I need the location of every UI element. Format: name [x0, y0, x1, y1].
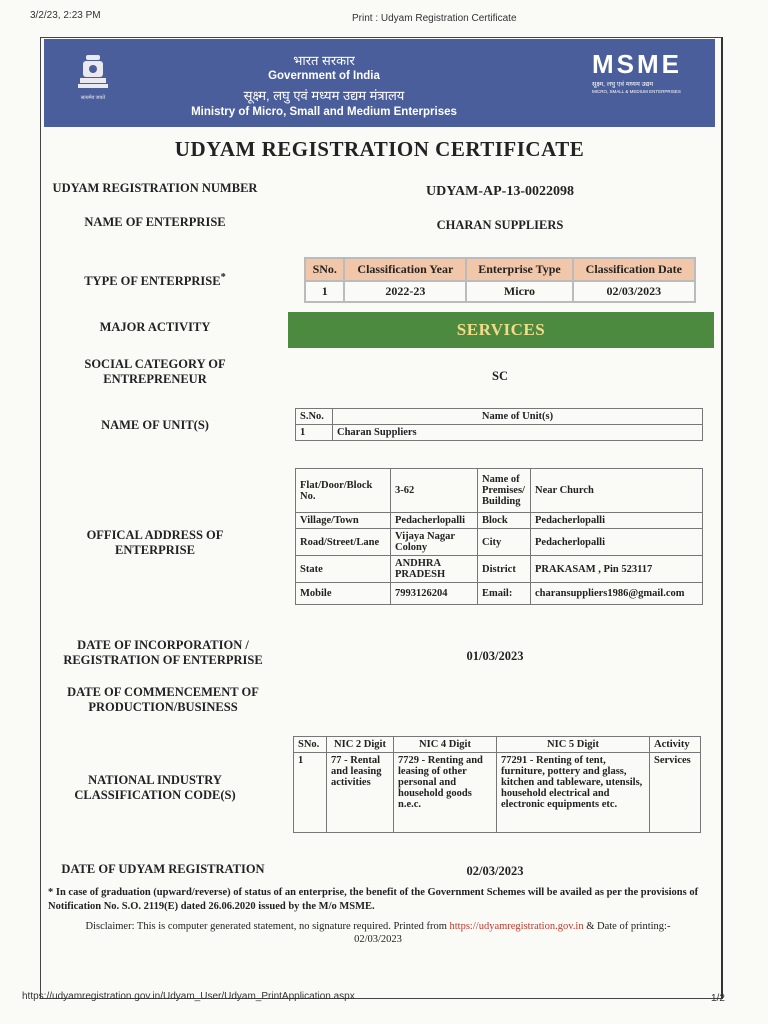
- graduation-footnote: * In case of graduation (upward/reverse) of status of an enterprise, the benefit of the Government Schemes will be availed as per the provisions of Notification No. S.O. 2119(E) dated 26.06.2020 issued by the M/o MSME.: [48, 887, 699, 912]
- disclaimer-text: Disclaimer: This is computer generated statement, no signature required. Printed from: [85, 921, 447, 932]
- addr-premises-label: Name of Premises/ Building: [478, 469, 531, 513]
- addr-email-label: Email:: [478, 583, 531, 605]
- government-banner: [44, 39, 715, 127]
- cls-sno: 1: [305, 281, 344, 302]
- incorporation-date: 01/03/2023: [466, 649, 524, 663]
- nic-table: [293, 736, 701, 833]
- address-label-line2: ENTERPRISE: [115, 543, 195, 557]
- commence-label-line2: PRODUCTION/BUSINESS: [88, 700, 238, 714]
- addr-road: Vijaya Nagar Colony: [391, 529, 478, 556]
- addr-block: Pedacherlopalli: [531, 513, 703, 529]
- addr-mobile-label: Mobile: [296, 583, 391, 605]
- emblem-caption: सत्यमेव जयते: [80, 96, 106, 101]
- addr-city-label: City: [478, 529, 531, 556]
- nic-2digit: 77 - Rental and leasing activities: [327, 753, 394, 833]
- banner-hindi-ministry: सूक्ष्म, लघु एवं मध्यम उद्यम मंत्रालय: [243, 88, 405, 103]
- disclaimer-suffix: & Date of printing:-: [586, 921, 671, 932]
- addr-mobile: 7993126204: [391, 583, 478, 605]
- nic-header-activity: Activity: [650, 737, 701, 753]
- units-header-sno: S.No.: [296, 409, 333, 425]
- msme-logo: [592, 51, 702, 101]
- cls-year: 2022-23: [344, 281, 466, 302]
- print-title: Print : Udyam Registration Certificate: [352, 13, 517, 24]
- commencement-label: [38, 685, 288, 715]
- units-sno: 1: [296, 425, 333, 441]
- addr-block-label: Block: [478, 513, 531, 529]
- reg-number-value: UDYAM-AP-13-0022098: [425, 184, 575, 199]
- major-activity-value: SERVICES: [288, 312, 714, 348]
- nic-header-4: NIC 4 Digit: [394, 737, 497, 753]
- enterprise-name-value: CHARAN SUPPLIERS: [436, 218, 564, 232]
- page-number: 1/2: [711, 993, 725, 1004]
- address-table: [295, 468, 703, 605]
- incorp-label-line2: REGISTRATION OF ENTERPRISE: [63, 653, 263, 667]
- type-label: [30, 270, 280, 289]
- table-row: [296, 425, 703, 441]
- cls-header-date: Classification Date: [573, 258, 695, 281]
- nic-label-line2: CLASSIFICATION CODE(S): [74, 788, 236, 802]
- addr-village-label: Village/Town: [296, 513, 391, 529]
- nic-header-sno: SNo.: [294, 737, 327, 753]
- disclaimer: [48, 920, 708, 946]
- addr-city: Pedacherlopalli: [531, 529, 703, 556]
- nic-4digit: 7729 - Renting and leasing of other personal and household goods n.e.c.: [394, 753, 497, 833]
- social-category-value: SC: [492, 369, 508, 383]
- banner-gov-india: Government of India: [268, 70, 380, 82]
- cls-header-sno: SNo.: [305, 258, 344, 281]
- units-name: Charan Suppliers: [333, 425, 703, 441]
- incorporation-label: [38, 638, 288, 668]
- cls-type: Micro: [466, 281, 572, 302]
- address-label: [30, 528, 280, 558]
- addr-state: ANDHRA PRADESH: [391, 556, 478, 583]
- reg-number-label: UDYAM REGISTRATION NUMBER: [52, 181, 258, 195]
- table-row: [294, 753, 701, 833]
- addr-state-label: State: [296, 556, 391, 583]
- addr-district: PRAKASAM , Pin 523117: [531, 556, 703, 583]
- addr-district-label: District: [478, 556, 531, 583]
- msme-logo-text: MSME: [592, 49, 682, 79]
- print-datetime: 3/2/23, 2:23 PM: [30, 10, 101, 21]
- nic-header-5: NIC 5 Digit: [497, 737, 650, 753]
- printing-date: 02/03/2023: [354, 934, 402, 945]
- incorp-label-line1: DATE OF INCORPORATION /: [77, 638, 249, 652]
- nic-label-line1: NATIONAL INDUSTRY: [88, 773, 222, 787]
- nic-5digit: 77291 - Renting of tent, furniture, pottery and glass, kitchen and tableware, utensils, household electrical and electronic equipments etc.: [497, 753, 650, 833]
- addr-village: Pedacherlopalli: [391, 513, 478, 529]
- print-url: https://udyamregistration.gov.in/Udyam_User/Udyam_PrintApplication.aspx: [22, 991, 355, 1002]
- commence-label-line1: DATE OF COMMENCEMENT OF: [67, 685, 259, 699]
- social-label-line2: ENTREPRENEUR: [103, 372, 207, 386]
- nic-activity: Services: [650, 753, 701, 833]
- msme-logo-english: MICRO, SMALL & MEDIUM ENTERPRISES: [592, 89, 681, 94]
- enterprise-name-label: NAME OF ENTERPRISE: [84, 215, 226, 229]
- nic-label: [30, 773, 280, 803]
- cls-date: 02/03/2023: [573, 281, 695, 302]
- units-table: [295, 408, 703, 441]
- addr-road-label: Road/Street/Lane: [296, 529, 391, 556]
- units-header-name: Name of Unit(s): [333, 409, 703, 425]
- table-row: [305, 281, 695, 302]
- nic-header-2: NIC 2 Digit: [327, 737, 394, 753]
- social-category-label: [30, 357, 280, 387]
- msme-logo-hindi: सूक्ष्म, लघु एवं मध्यम उद्यम: [592, 81, 654, 88]
- units-label: NAME OF UNIT(S): [101, 418, 209, 432]
- nic-sno: 1: [294, 753, 327, 833]
- cls-header-type: Enterprise Type: [466, 258, 572, 281]
- addr-email: charansuppliers1986@gmail.com: [531, 583, 703, 605]
- udyam-date-value: 02/03/2023: [466, 864, 524, 878]
- address-label-line1: OFFICAL ADDRESS OF: [86, 528, 224, 542]
- addr-flat: 3-62: [391, 469, 478, 513]
- addr-premises: Near Church: [531, 469, 703, 513]
- cls-header-year: Classification Year: [344, 258, 466, 281]
- udyam-portal-link[interactable]: https://udyamregistration.gov.in: [449, 921, 584, 932]
- classification-table: [304, 257, 696, 303]
- banner-ministry: Ministry of Micro, Small and Medium Enterprises: [191, 106, 457, 118]
- udyam-date-label: DATE OF UDYAM REGISTRATION: [61, 862, 265, 876]
- major-activity-label: MAJOR ACTIVITY: [99, 320, 211, 334]
- certificate-title: UDYAM REGISTRATION CERTIFICATE: [174, 137, 585, 161]
- banner-hindi-gov: भारत सरकार: [293, 53, 355, 68]
- addr-flat-label: Flat/Door/Block No.: [296, 469, 391, 513]
- type-label-text: TYPE OF ENTERPRISE: [84, 274, 221, 289]
- type-asterisk: *: [220, 272, 226, 283]
- social-label-line1: SOCIAL CATEGORY OF: [84, 357, 226, 371]
